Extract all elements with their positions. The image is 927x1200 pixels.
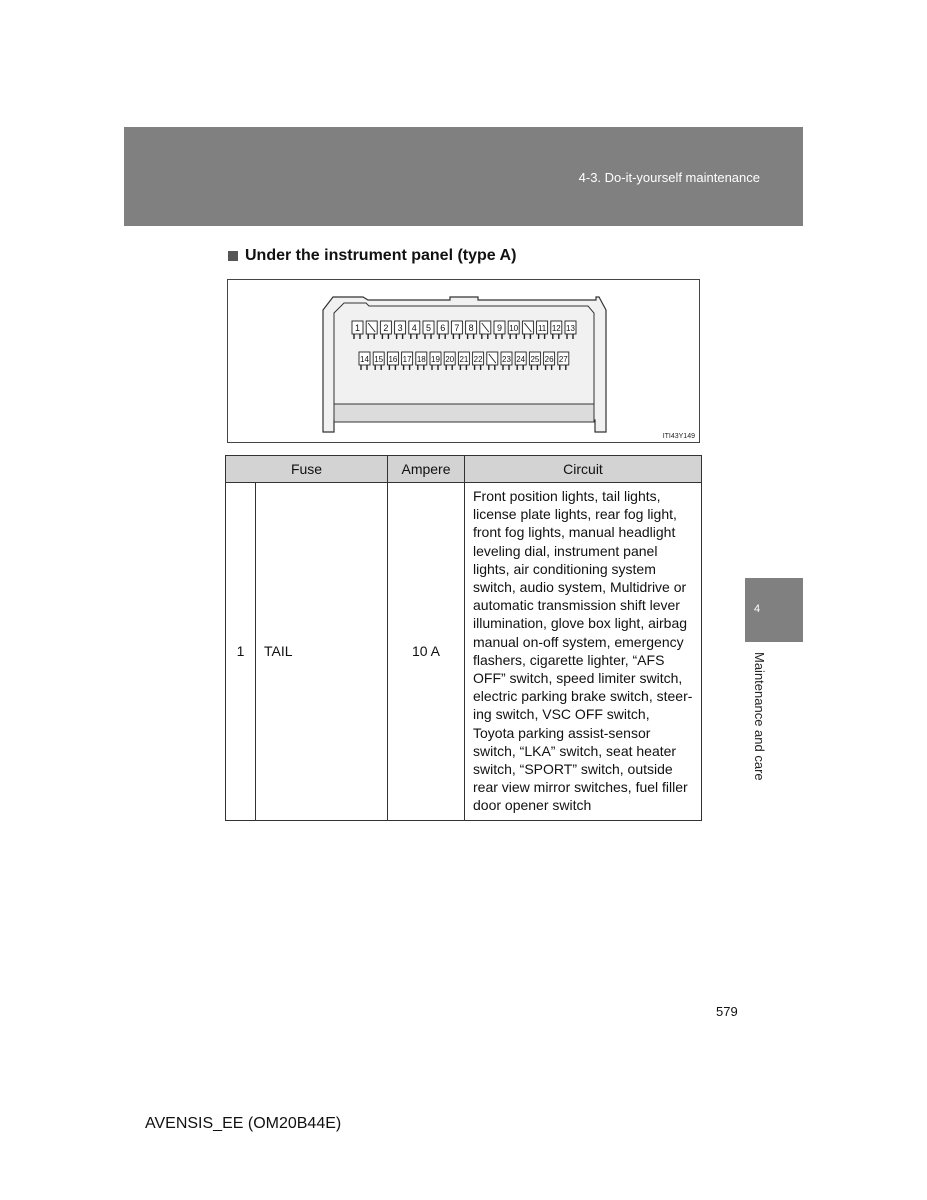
fuse-slot-label: 12	[551, 324, 561, 333]
square-bullet-icon	[228, 251, 238, 261]
header-ampere: Ampere	[388, 456, 465, 483]
table-row	[226, 483, 702, 821]
fuse-slot-label: 14	[360, 355, 369, 364]
chapter-tab	[745, 578, 803, 642]
fuse-slot-label: 5	[425, 323, 432, 333]
fuse-slot-label: 13	[566, 324, 575, 333]
fuse-number: 1	[226, 483, 256, 821]
fuse-slot-label: 8	[468, 323, 474, 333]
figure-code: ITI43Y149	[662, 433, 695, 440]
section-heading	[228, 247, 516, 265]
fuse-slot-label: 6	[440, 323, 446, 333]
header-band	[124, 127, 803, 226]
circuit-line: switch, “SPORT” switch, outside	[473, 761, 673, 778]
circuit-line: ing switch, VSC OFF switch,	[473, 706, 650, 723]
page-number: 579	[716, 1004, 738, 1019]
fuse-slot-label: 17	[402, 355, 412, 364]
circuit-line: OFF” switch, speed limiter switch,	[473, 670, 683, 687]
fuse-slot-label: 18	[416, 355, 426, 364]
fuse-table	[225, 455, 702, 821]
fuse-box-slot	[334, 404, 594, 422]
circuit-line: switch, “LKA” switch, seat heater	[473, 742, 677, 759]
fuse-slot-label: 16	[388, 355, 398, 364]
chapter-label: Maintenance and care	[752, 652, 767, 781]
heading-text: Under the instrument panel (type A)	[245, 247, 517, 264]
circuit-line: license plate lights, rear fog light,	[473, 506, 677, 523]
fuse-slot-label: 25	[530, 355, 540, 364]
fuse-slot-label: 10	[509, 324, 519, 333]
circuit-line: illumination, glove box light, airbag	[473, 615, 688, 632]
fuse-slot-label: 4	[411, 323, 417, 333]
circuit-line: switch, audio system, Multidrive or	[473, 579, 687, 596]
fuse-slot-label: 11	[537, 324, 547, 333]
fuse-slot-label: 24	[516, 355, 526, 364]
circuit-line: Toyota parking assist-sensor	[473, 724, 651, 741]
fuse-slot-label: 27	[558, 355, 568, 364]
circuit-line: automatic transmission shift lever	[473, 597, 680, 614]
fuse-slot-label: 21	[459, 355, 469, 364]
table-header-row	[226, 456, 702, 483]
fuse-slot-label: 23	[502, 355, 511, 364]
fuse-slot-label: 20	[445, 355, 455, 364]
fuse-name: TAIL	[256, 483, 388, 821]
circuit-line: door opener switch	[473, 797, 592, 814]
footer-model: AVENSIS_EE (OM20B44E)	[145, 1115, 342, 1132]
fuse-circuit	[465, 483, 702, 821]
circuit-line: Front position lights, tail lights,	[473, 488, 661, 504]
fuse-slot-label: 7	[454, 323, 460, 333]
circuit-line: rear view mirror switches, fuel filler	[473, 779, 688, 796]
circuit-line: front fog lights, manual headlight	[473, 524, 676, 541]
circuit-line: lights, air conditioning system	[473, 560, 656, 577]
fuse-slot-label: 19	[431, 355, 440, 364]
circuit-line: electric parking brake switch, steer-	[473, 688, 693, 705]
fuse-slot-label: 1	[354, 323, 361, 333]
circuit-line: flashers, cigarette lighter, “AFS	[473, 651, 665, 668]
header-fuse: Fuse	[226, 456, 388, 483]
circuit-line: manual on-off system, emergency	[473, 633, 684, 650]
fuse-slot-label: 15	[374, 355, 384, 364]
fuse-slot-label: 9	[496, 323, 503, 333]
fuse-slot-label: 3	[397, 323, 403, 333]
chapter-number: 4	[754, 603, 761, 615]
circuit-line: leveling dial, instrument panel	[473, 542, 658, 559]
fuse-slot-label: 26	[544, 355, 554, 364]
fuse-box-figure	[227, 279, 700, 443]
header-circuit: Circuit	[465, 456, 702, 483]
fuse-slot-label: 2	[383, 323, 389, 333]
fuse-slot-label: 22	[473, 355, 483, 364]
fuse-ampere: 10 A	[388, 483, 465, 821]
fuse-box-diagram	[228, 280, 699, 442]
section-title: 4-3. Do-it-yourself maintenance	[578, 170, 760, 185]
